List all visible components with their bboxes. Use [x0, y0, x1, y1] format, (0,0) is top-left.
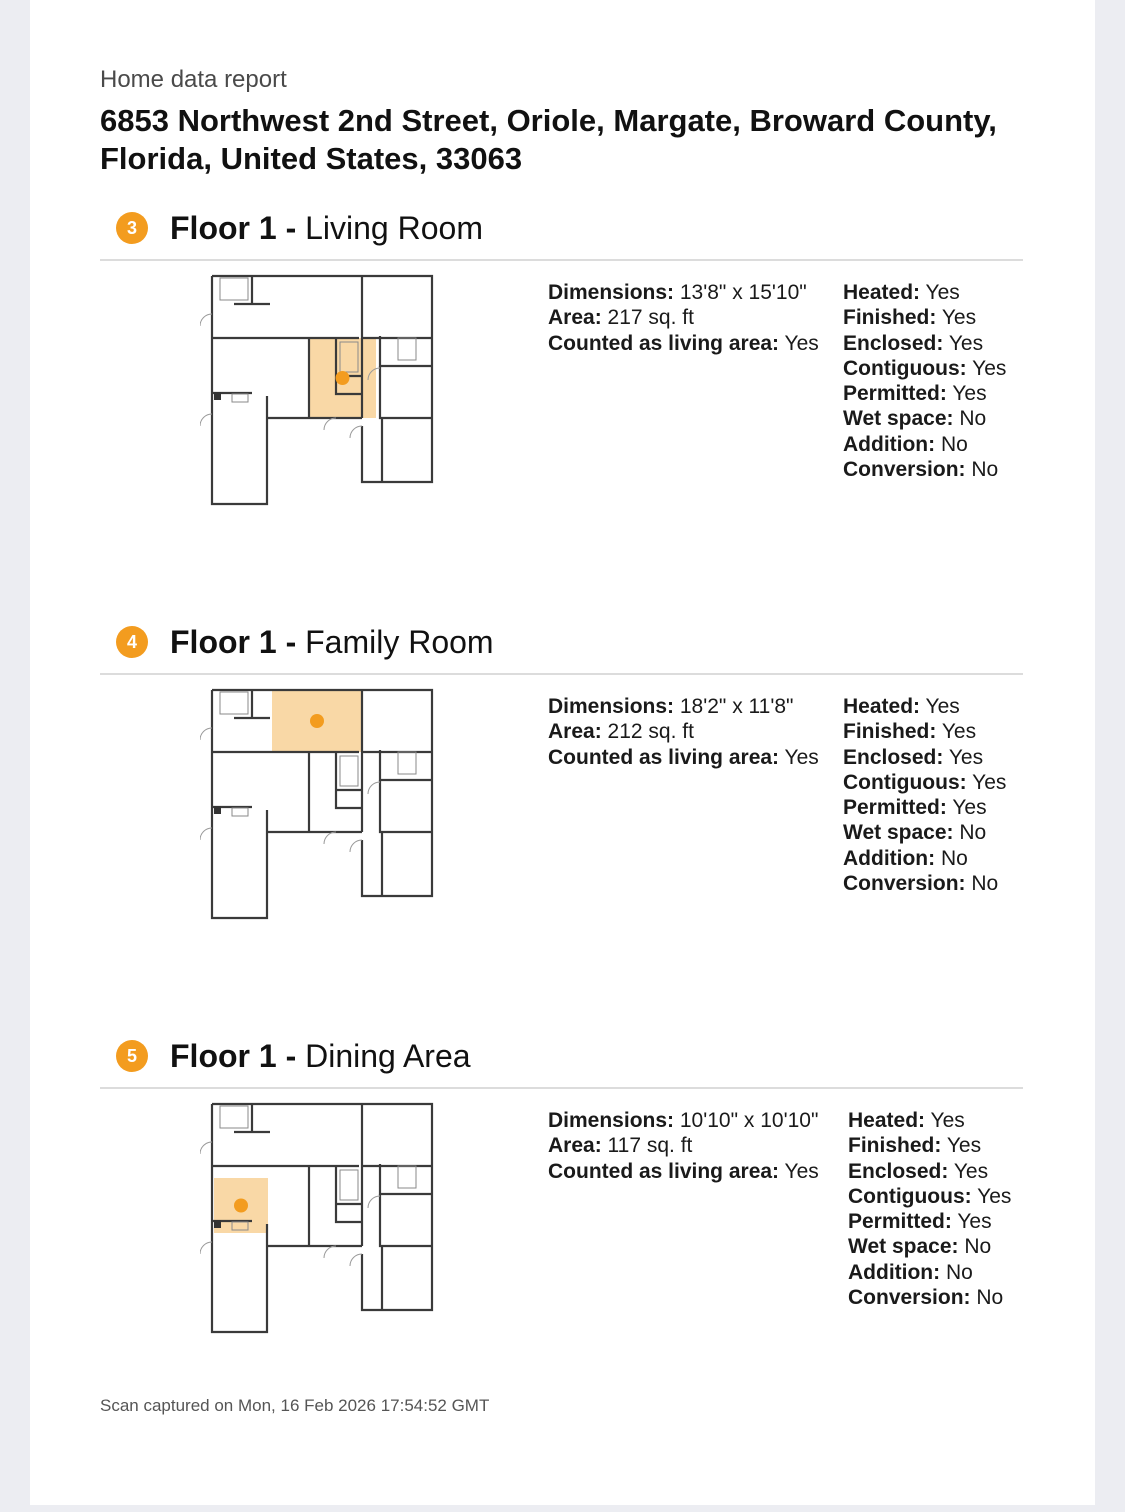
flag-label: Wet space: [843, 407, 954, 431]
living-area-row: Counted as living area: Yes [548, 745, 819, 769]
flag-value: No [959, 407, 987, 431]
flag-label: Heated: [843, 695, 921, 718]
fixture-outline [220, 1106, 248, 1128]
room-name: Family Room [305, 623, 494, 660]
fixture-outline [232, 394, 248, 402]
door-swing [324, 418, 336, 430]
door-swing [350, 840, 362, 852]
flag-value: No [964, 1235, 992, 1259]
room-dimensions-block [548, 694, 819, 770]
door-swing [350, 426, 362, 438]
floor-plan-drawing [200, 686, 440, 930]
floor-plan-drawing [200, 272, 440, 516]
room-dimensions-block [548, 280, 819, 356]
flag-label: Enclosed: [848, 1159, 949, 1183]
door-swing [368, 1196, 380, 1208]
flag-value: Yes [953, 1159, 989, 1183]
floor-label: Floor 1 [170, 623, 277, 660]
flag-value: Yes [930, 1109, 965, 1132]
flag-value: No [976, 1286, 1004, 1310]
flag-row [843, 719, 1006, 744]
area-row: Area: 217 sq. ft [548, 306, 694, 330]
door-swing [350, 1254, 362, 1266]
section-title: Floor 1 - Dining Area [170, 1037, 471, 1074]
flag-value: Yes [941, 720, 977, 744]
flag-value: Yes [946, 1134, 982, 1158]
flag-row [843, 795, 1006, 820]
flag-row [848, 1184, 1011, 1209]
divider [100, 259, 1023, 261]
flag-row [843, 745, 1006, 770]
room-marker-icon [310, 714, 324, 728]
flag-label: Permitted: [843, 382, 947, 406]
fixture-outline [398, 1166, 416, 1188]
flag-value: Yes [972, 770, 1007, 794]
room-flags [843, 694, 1006, 896]
section-title: Floor 1 - Living Room [170, 209, 483, 246]
flag-value: No [940, 432, 968, 456]
living-area-row: Counted as living area: Yes [548, 331, 819, 355]
flag-row [843, 820, 1006, 845]
door-swing [324, 832, 336, 844]
fixture-outline [398, 338, 416, 360]
flag-label: Heated: [843, 281, 921, 304]
room-marker-icon [234, 1199, 248, 1213]
flag-value: Yes [952, 796, 987, 820]
area-row: Area: 212 sq. ft [548, 720, 694, 744]
fixture-outline [220, 278, 248, 300]
flag-label: Contiguous: [843, 770, 967, 794]
wall-line [380, 1194, 432, 1246]
door-swing [368, 782, 380, 794]
flag-value: No [959, 821, 987, 845]
room-number-badge: 3 [116, 212, 148, 244]
report-page [30, 0, 1095, 1505]
divider [100, 673, 1023, 675]
flag-value: Yes [925, 281, 960, 304]
section-header [116, 620, 494, 664]
flag-row [848, 1285, 1011, 1310]
appliance-block [214, 1220, 221, 1228]
flag-row [843, 694, 1006, 719]
wall-line [380, 1164, 432, 1194]
flag-row [843, 305, 1006, 330]
fixture-outline [340, 756, 358, 786]
wall-line [380, 780, 432, 832]
door-swing [200, 1142, 212, 1154]
fixture-outline [232, 808, 248, 816]
floor-plan-thumbnail [200, 686, 440, 930]
flag-label: Conversion: [848, 1286, 971, 1310]
floor-plan-thumbnail [200, 272, 440, 516]
divider [100, 1087, 1023, 1089]
appliance-block [214, 392, 221, 400]
door-swing [200, 414, 212, 426]
flag-value: Yes [941, 306, 977, 330]
flag-row [848, 1260, 1011, 1285]
flag-label: Permitted: [848, 1210, 952, 1234]
flag-row [843, 770, 1006, 795]
room-flags [843, 280, 1006, 482]
flag-row [848, 1234, 1011, 1259]
room-name: Dining Area [305, 1037, 471, 1074]
flag-row [843, 356, 1006, 381]
flag-label: Addition: [843, 846, 936, 870]
flag-label: Heated: [848, 1109, 926, 1132]
wall-line [380, 366, 432, 418]
door-swing [324, 1246, 336, 1258]
flag-label: Wet space: [848, 1235, 959, 1259]
flag-label: Conversion: [843, 872, 966, 896]
flag-value: Yes [972, 356, 1007, 380]
flag-label: Enclosed: [843, 331, 944, 355]
floor-label: Floor 1 [170, 209, 277, 246]
flag-value: No [940, 846, 968, 870]
dimensions-row: Dimensions: 13'8" x 15'10" [548, 281, 807, 304]
floor-plan-thumbnail [200, 1100, 440, 1344]
door-swing [200, 828, 212, 840]
floor-label: Floor 1 [170, 1037, 277, 1074]
flag-value: Yes [977, 1184, 1012, 1208]
flag-row [848, 1209, 1011, 1234]
room-section-living-room [30, 206, 1095, 596]
room-number-badge: 5 [116, 1040, 148, 1072]
flag-label: Addition: [848, 1260, 941, 1284]
section-header [116, 206, 483, 250]
property-address: 6853 Northwest 2nd Street, Oriole, Margate, Broward County, Florida, United States, 33063 [100, 103, 997, 176]
door-swing [200, 728, 212, 740]
room-section-family-room [30, 620, 1095, 1010]
flag-label: Finished: [843, 306, 937, 330]
flag-label: Finished: [848, 1134, 942, 1158]
wall-line [380, 336, 432, 366]
flag-row [848, 1133, 1011, 1158]
fixture-outline [340, 1170, 358, 1200]
dimensions-row: Dimensions: 18'2" x 11'8" [548, 695, 794, 718]
door-swing [200, 1242, 212, 1254]
appliance-block [214, 806, 221, 814]
room-marker-icon [336, 371, 350, 385]
area-row: Area: 117 sq. ft [548, 1134, 693, 1158]
flag-row [843, 280, 1006, 305]
flag-label: Conversion: [843, 458, 966, 482]
report-label: Home data report [100, 66, 287, 93]
flag-row [843, 381, 1006, 406]
flag-value: No [945, 1260, 973, 1284]
fixture-outline [220, 692, 248, 714]
flag-row [843, 846, 1006, 871]
flag-row [848, 1108, 1011, 1133]
flag-row [848, 1159, 1011, 1184]
flag-value: Yes [948, 331, 984, 355]
flag-row [843, 331, 1006, 356]
flag-value: Yes [948, 745, 984, 769]
flag-value: No [971, 458, 999, 482]
flag-value: Yes [925, 695, 960, 718]
fixture-outline [398, 752, 416, 774]
flag-row [843, 432, 1006, 457]
living-area-row: Counted as living area: Yes [548, 1159, 819, 1183]
flag-label: Contiguous: [843, 356, 967, 380]
floor-plan-drawing [200, 1100, 440, 1344]
room-number-badge: 4 [116, 626, 148, 658]
section-title: Floor 1 - Family Room [170, 623, 494, 660]
scan-timestamp: Scan captured on Mon, 16 Feb 2026 17:54:52 GMT [100, 1396, 490, 1415]
flag-row [843, 406, 1006, 431]
room-section-dining-area [30, 1034, 1095, 1424]
flag-label: Finished: [843, 720, 937, 744]
flag-row [843, 457, 1006, 482]
flag-label: Wet space: [843, 821, 954, 845]
room-dimensions-block [548, 1108, 819, 1184]
room-flags [848, 1108, 1011, 1310]
flag-value: Yes [957, 1210, 992, 1234]
door-swing [200, 314, 212, 326]
wall-line [380, 750, 432, 780]
flag-value: Yes [952, 382, 987, 406]
dimensions-row: Dimensions: 10'10" x 10'10" [548, 1109, 819, 1132]
room-name: Living Room [305, 209, 483, 246]
flag-row [843, 871, 1006, 896]
flag-label: Enclosed: [843, 745, 944, 769]
flag-label: Contiguous: [848, 1184, 972, 1208]
section-header [116, 1034, 471, 1078]
flag-label: Permitted: [843, 796, 947, 820]
flag-value: No [971, 872, 999, 896]
flag-label: Addition: [843, 432, 936, 456]
